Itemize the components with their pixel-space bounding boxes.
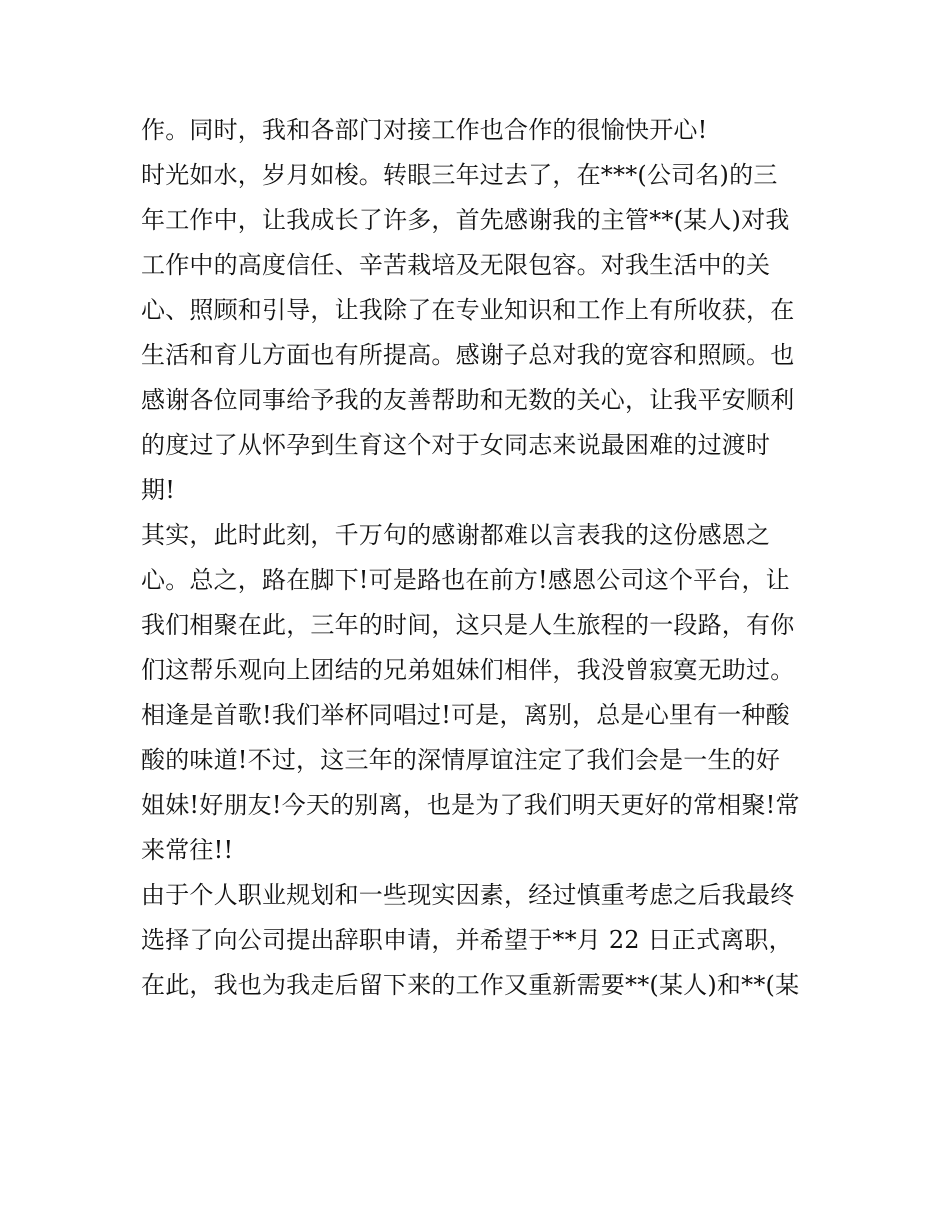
text-line: 来常往!! <box>141 836 234 864</box>
text-line: 年工作中，让我成长了许多，首先感谢我的主管**(某人)对我 <box>141 206 790 234</box>
text-line: 其实，此时此刻，千万句的感谢都难以言表我的这份感恩之 <box>141 521 771 549</box>
text-line: 们这帮乐观向上团结的兄弟姐妹们相伴，我没曾寂寞无助过。 <box>141 656 795 684</box>
document-body <box>141 108 821 1008</box>
text-line: 选择了向公司提出辞职申请，并希望于**月 22 日正式离职， <box>141 926 793 954</box>
text-line: 的度过了从怀孕到生育这个对于女同志来说最困难的过渡时 <box>141 431 771 459</box>
text-line: 姐妹!好朋友!今天的别离，也是为了我们明天更好的常相聚!常 <box>141 791 800 819</box>
text-line: 心、照顾和引导，让我除了在专业知识和工作上有所收获，在 <box>141 296 795 324</box>
text-line: 感谢各位同事给予我的友善帮助和无数的关心，让我平安顺利 <box>141 386 795 414</box>
text-line: 工作中的高度信任、辛苦栽培及无限包容。对我生活中的关 <box>141 251 771 279</box>
text-line: 在此，我也为我走后留下来的工作又重新需要**(某人)和**(某 <box>141 971 800 999</box>
text-line: 生活和育儿方面也有所提高。感谢子总对我的宽容和照顾。也 <box>141 341 795 369</box>
text-line: 由于个人职业规划和一些现实因素，经过慎重考虑之后我最终 <box>141 881 795 909</box>
text-line: 期! <box>141 476 176 504</box>
text-line: 时光如水，岁月如梭。转眼三年过去了，在***(公司名)的三 <box>141 161 778 189</box>
text-line: 心。总之，路在脚下!可是路也在前方!感恩公司这个平台，让 <box>141 566 790 594</box>
text-line: 我们相聚在此，三年的时间，这只是人生旅程的一段路，有你 <box>141 611 795 639</box>
text-line: 相逢是首歌!我们举杯同唱过!可是，离别，总是心里有一种酸 <box>141 701 790 729</box>
text-line: 作。同时，我和各部门对接工作也合作的很愉快开心! <box>141 116 708 144</box>
text-line: 酸的味道!不过，这三年的深情厚谊注定了我们会是一生的好 <box>141 746 781 774</box>
